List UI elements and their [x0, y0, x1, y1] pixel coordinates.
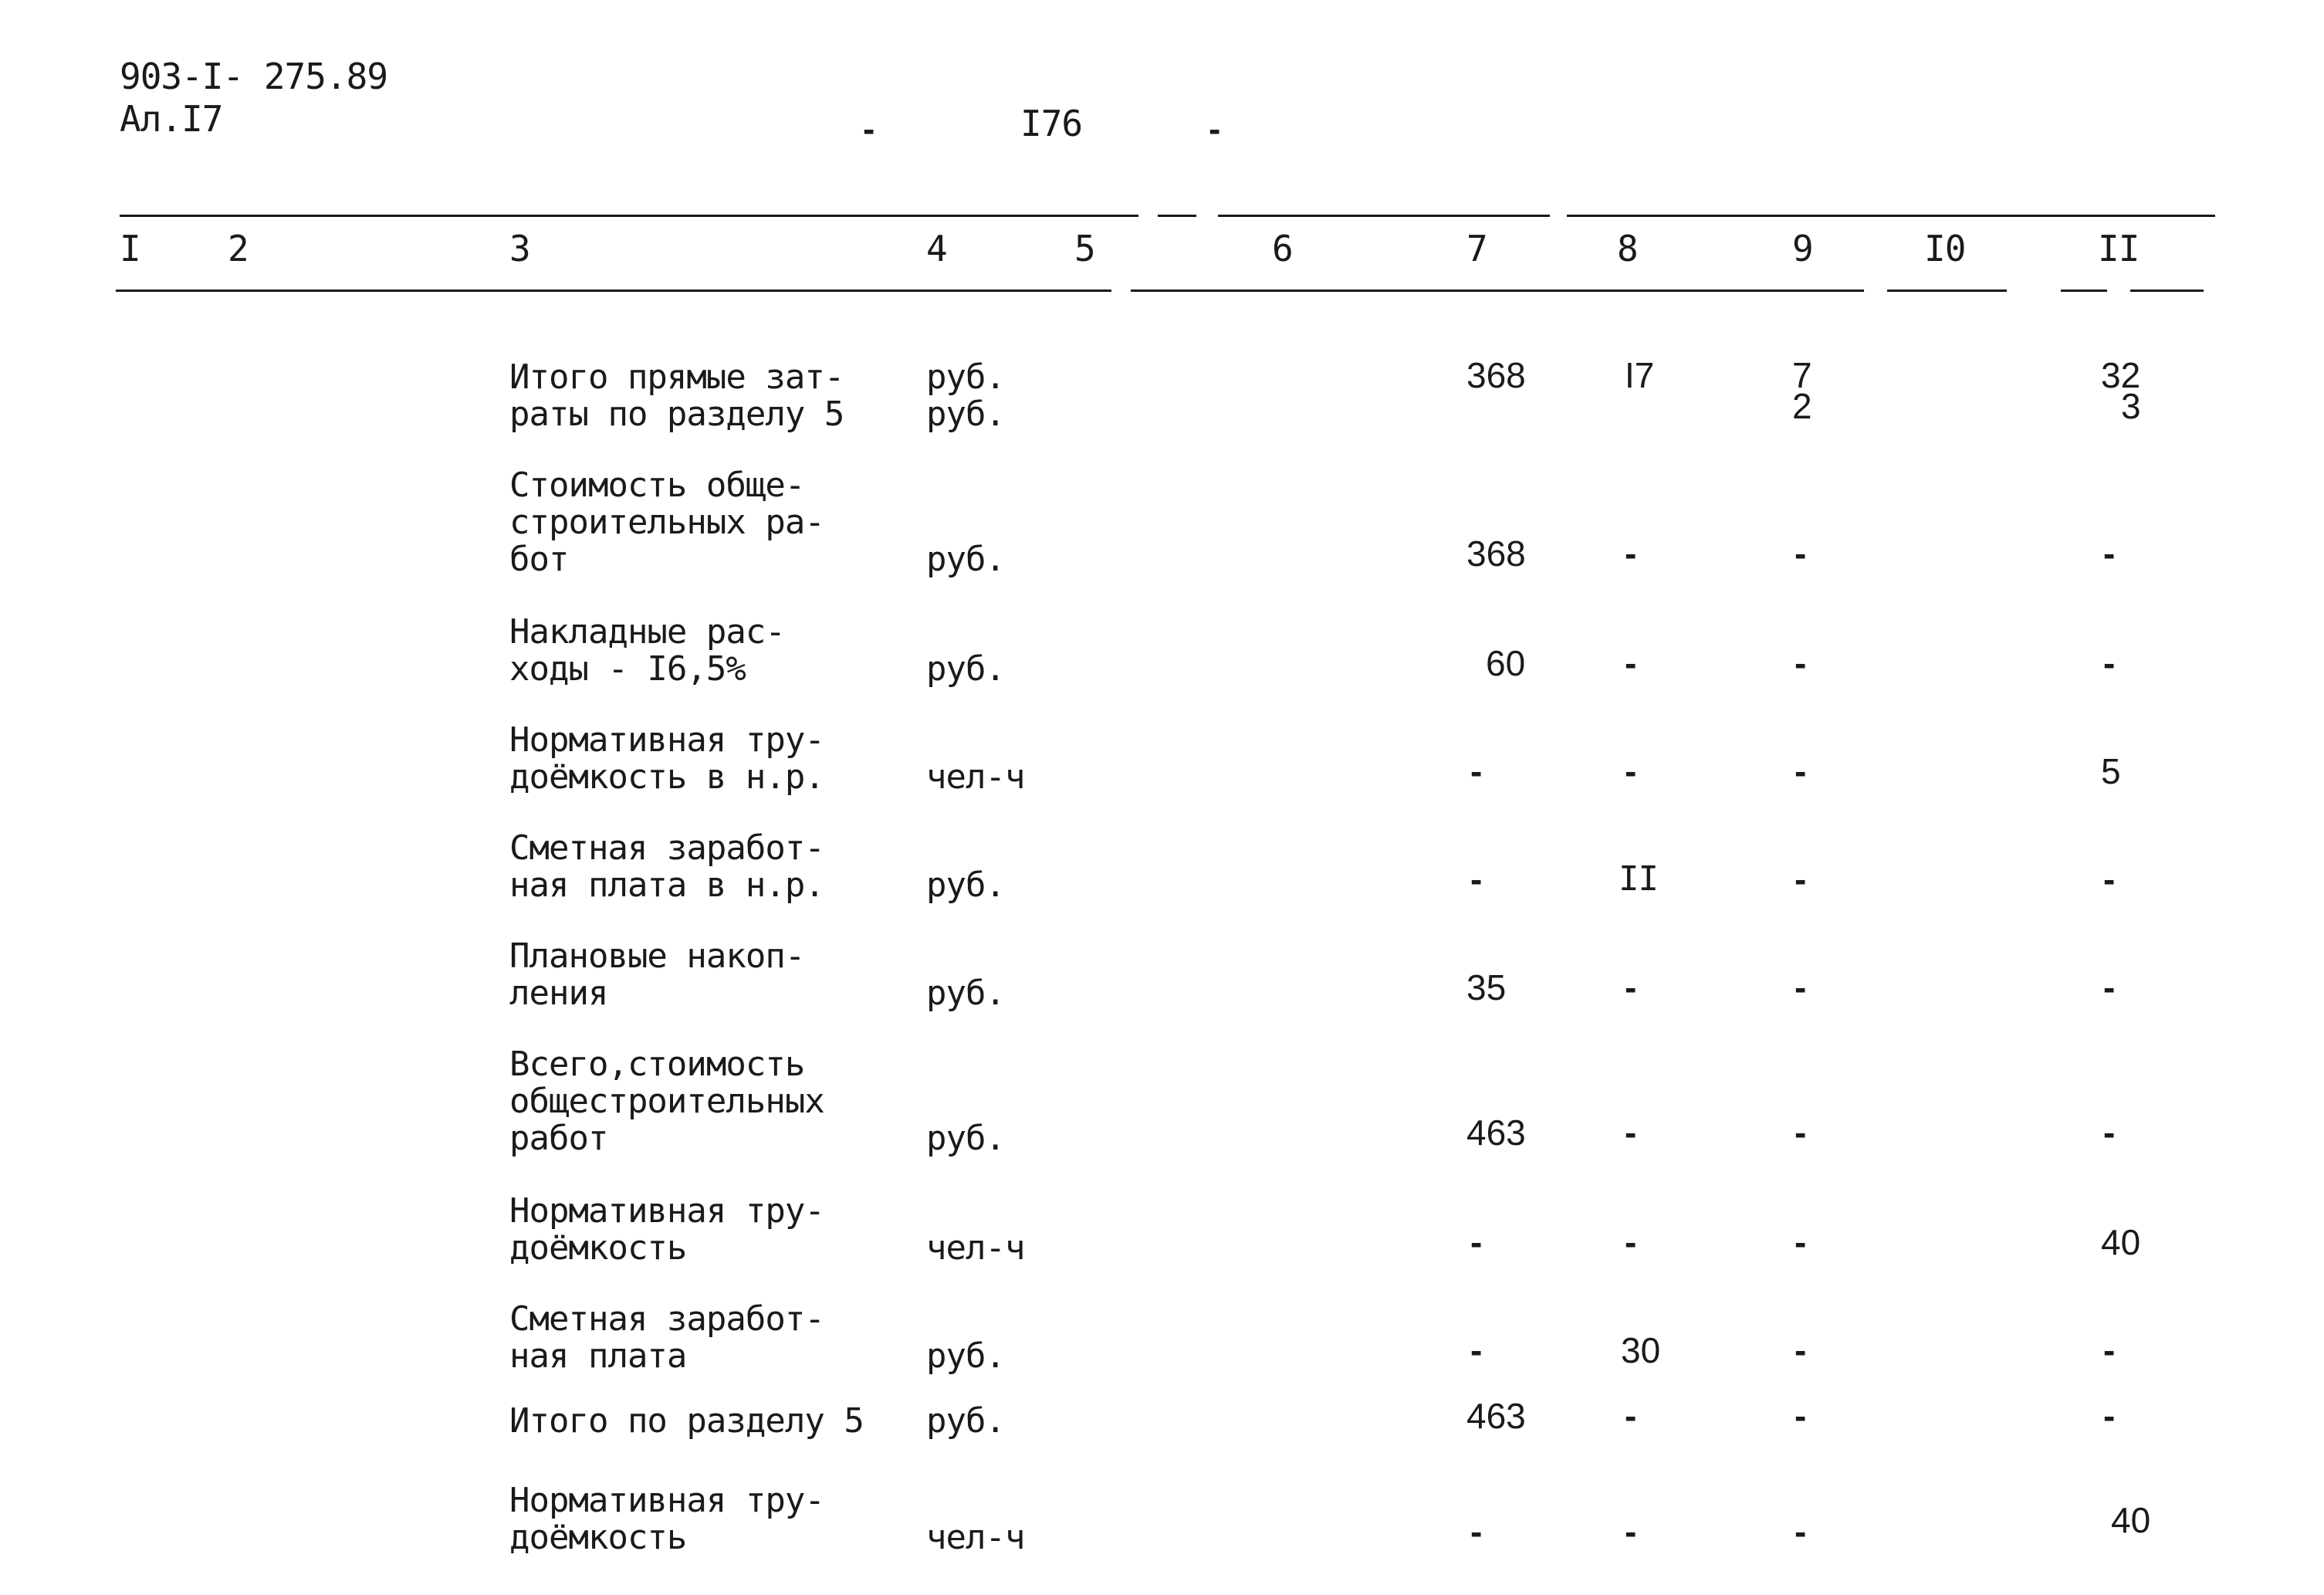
row-5-col-11: - — [2103, 859, 2115, 899]
row-1-col-11-line-2: 3 — [2121, 386, 2141, 426]
row-9-col-9: - — [1795, 1330, 1806, 1370]
row-11-unit: чел-ч — [926, 1518, 1025, 1557]
row-4-name-line-2: доёмкость в н.р. — [509, 757, 824, 797]
header-rule-top-b — [1158, 215, 1196, 217]
row-6-name-line-1: Плановые накоп- — [509, 936, 805, 976]
row-4-name-line-1: Нормативная тру- — [509, 720, 824, 760]
col-header-2: 2 — [228, 228, 249, 269]
row-7-col-11: - — [2103, 1112, 2115, 1153]
row-11-col-11: 40 — [2111, 1500, 2151, 1540]
row-8-unit: чел-ч — [926, 1228, 1025, 1268]
row-5-name-line-1: Сметная заработ- — [509, 828, 824, 868]
header-rule-bottom-c — [1887, 290, 2007, 292]
row-6-col-11: - — [2103, 967, 2115, 1007]
row-4-col-9: - — [1795, 751, 1806, 791]
row-11-name-line-2: доёмкость — [509, 1518, 687, 1557]
row-3-col-9: - — [1795, 643, 1806, 683]
col-header-7: 7 — [1466, 228, 1487, 269]
row-3-name-line-1: Накладные рас- — [509, 612, 785, 652]
row-10-name-line-1: Итого по разделу 5 — [509, 1401, 864, 1441]
row-3-col-7: 60 — [1486, 643, 1526, 683]
row-9-unit: руб. — [926, 1336, 1005, 1376]
page-dash-left: - — [863, 109, 875, 149]
row-3-col-11: - — [2103, 643, 2115, 683]
row-6-name-line-2: ления — [509, 974, 608, 1013]
row-5-col-8: II — [1619, 859, 1658, 899]
row-7-col-7: 463 — [1466, 1112, 1526, 1153]
row-1-name-line-1: Итого прямые зат- — [509, 357, 844, 397]
row-8-name-line-1: Нормативная тру- — [509, 1191, 824, 1231]
row-1-col-11-line-1: 32 — [2101, 355, 2141, 395]
row-2-col-7: 368 — [1466, 533, 1526, 574]
row-9-col-11: - — [2103, 1330, 2115, 1370]
col-header-1: I — [120, 228, 140, 269]
row-3-col-8: - — [1625, 643, 1636, 683]
row-8-col-7: - — [1470, 1222, 1482, 1262]
row-4-col-8: - — [1625, 751, 1636, 791]
row-10-col-8: - — [1625, 1396, 1636, 1436]
col-header-5: 5 — [1074, 228, 1095, 269]
row-2-name-line-2: строительных ра- — [509, 503, 824, 542]
row-5-col-7: - — [1470, 859, 1482, 899]
header-rule-bottom-e — [2130, 290, 2204, 292]
header-rule-bottom-a — [116, 290, 1111, 292]
header-rule-top-d — [1567, 215, 2215, 217]
row-5-name-line-2: ная плата в н.р. — [509, 865, 824, 905]
row-2-col-11: - — [2103, 533, 2115, 574]
row-7-name-line-3: работ — [509, 1119, 608, 1158]
row-5-col-9: - — [1795, 859, 1806, 899]
row-9-col-8: 30 — [1621, 1330, 1661, 1370]
row-2-col-8: - — [1625, 533, 1636, 574]
row-10-unit: руб. — [926, 1401, 1005, 1441]
row-1-col-9-line-2: 2 — [1792, 386, 1812, 426]
row-4-col-7: - — [1470, 751, 1482, 791]
row-2-unit: руб. — [926, 540, 1005, 579]
row-1-name-line-2: раты по разделу 5 — [509, 395, 844, 434]
header-rule-bottom-d — [2061, 290, 2107, 292]
document-code: 903-I- 275.89 — [120, 56, 388, 97]
header-rule-top-c — [1218, 215, 1550, 217]
page-number: I76 — [1020, 103, 1083, 144]
header-rule-bottom-b — [1131, 290, 1864, 292]
row-7-name-line-2: общестроительных — [509, 1082, 824, 1121]
row-8-col-8: - — [1625, 1222, 1636, 1262]
col-header-11: II — [2098, 228, 2140, 269]
row-11-col-8: - — [1625, 1512, 1636, 1552]
row-1-col-8: I7 — [1625, 355, 1655, 395]
col-header-10: I0 — [1924, 228, 1966, 269]
row-10-col-7: 463 — [1466, 1396, 1526, 1436]
col-header-9: 9 — [1792, 228, 1813, 269]
row-4-col-11: 5 — [2101, 751, 2121, 791]
row-6-col-8: - — [1625, 967, 1636, 1007]
row-4-unit: чел-ч — [926, 757, 1025, 797]
row-11-col-9: - — [1795, 1512, 1806, 1552]
row-3-unit: руб. — [926, 649, 1005, 689]
row-1-col-9-line-1: 7 — [1792, 355, 1812, 395]
row-9-name-line-2: ная плата — [509, 1336, 687, 1376]
row-7-col-8: - — [1625, 1112, 1636, 1153]
row-6-col-9: - — [1795, 967, 1806, 1007]
row-8-name-line-2: доёмкость — [509, 1228, 687, 1268]
row-11-col-7: - — [1470, 1512, 1482, 1552]
row-10-col-11: - — [2103, 1396, 2115, 1436]
row-8-col-9: - — [1795, 1222, 1806, 1262]
header-rule-top-a — [120, 215, 1138, 217]
row-10-col-9: - — [1795, 1396, 1806, 1436]
col-header-6: 6 — [1272, 228, 1293, 269]
row-7-col-9: - — [1795, 1112, 1806, 1153]
row-6-unit: руб. — [926, 974, 1005, 1013]
col-header-4: 4 — [926, 228, 947, 269]
row-6-col-7: 35 — [1466, 967, 1507, 1007]
row-8-col-11: 40 — [2101, 1222, 2141, 1262]
sheet-number: Ал.I7 — [120, 98, 223, 140]
col-header-3: 3 — [509, 228, 530, 269]
row-7-unit: руб. — [926, 1119, 1005, 1158]
row-3-name-line-2: ходы - I6,5% — [509, 649, 746, 689]
page-dash-right: - — [1209, 109, 1221, 149]
row-7-name-line-1: Всего,стоимость — [509, 1045, 805, 1084]
row-2-col-9: - — [1795, 533, 1806, 574]
row-2-name-line-3: бот — [509, 540, 569, 579]
row-9-name-line-1: Сметная заработ- — [509, 1299, 824, 1339]
row-11-name-line-1: Нормативная тру- — [509, 1481, 824, 1520]
row-1-unit-1: руб. — [926, 357, 1005, 397]
row-5-unit: руб. — [926, 865, 1005, 905]
row-9-col-7: - — [1470, 1330, 1482, 1370]
row-2-name-line-1: Стоимость обще- — [509, 466, 805, 505]
row-1-unit-2: руб. — [926, 395, 1005, 434]
col-header-8: 8 — [1617, 228, 1638, 269]
row-1-col-7: 368 — [1466, 355, 1526, 395]
